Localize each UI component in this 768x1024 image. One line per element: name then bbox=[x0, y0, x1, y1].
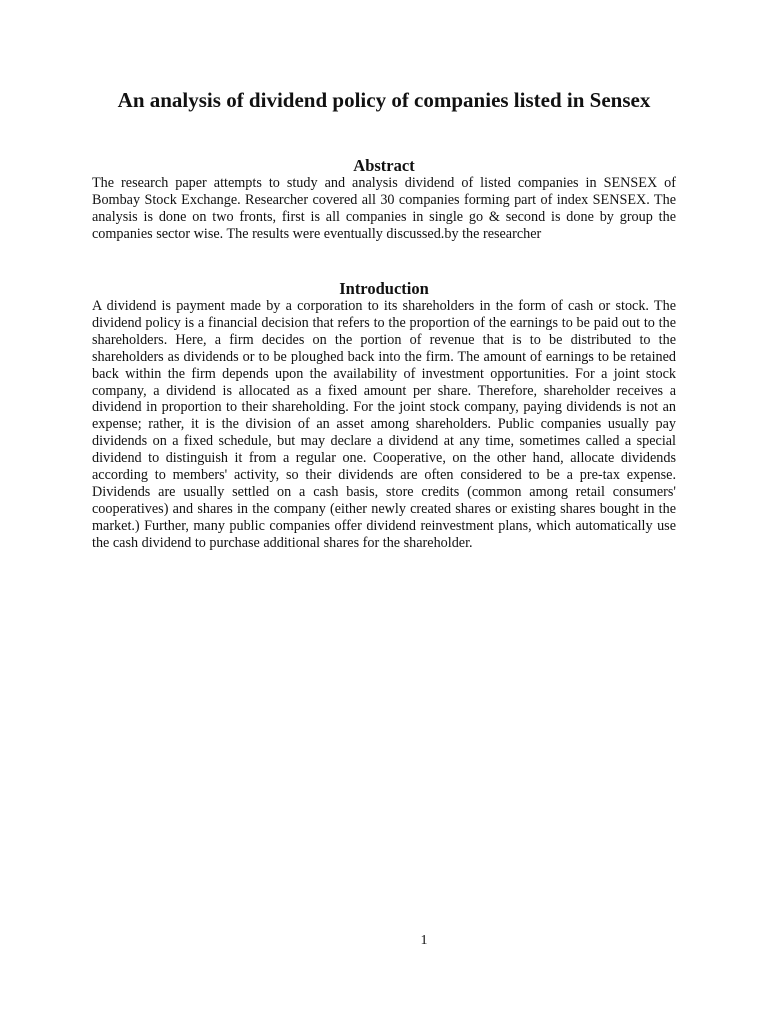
paper-title: An analysis of dividend policy of companies listed in Sensex bbox=[117, 88, 651, 112]
abstract-body: The research paper attempts to study and analysis dividend of listed companies in SENSEX of Bombay Stock Exchange. Researcher covered all 30 companies forming part of index SENSEX. The analysis is done on two fronts, first is all companies in single go & second is done by group the companies sector wise. The results were eventually discussed.by the researcher bbox=[92, 175, 676, 242]
introduction-heading: Introduction bbox=[339, 279, 429, 298]
introduction-body: A dividend is payment made by a corporation to its shareholders in the form of cash or stock. The dividend policy is a financial decision that refers to the proportion of the earnings to be paid out to the shareholders. Here, a firm decides on the portion of revenue that is to be distributed to the shareholders as dividends or to be ploughed back into the firm. The amount of earnings to be retained back within the firm depends upon the availability of investment opportunities. For a joint stock company, a dividend is allocated as a fixed amount per share. Therefore, shareholder receives a dividend in proportion to their shareholding. For the joint stock company, paying dividends is not an expense; rather, it is the division of an asset among shareholders. Public companies usually pay dividends on a fixed schedule, but may declare a dividend at any time, sometimes called a special dividend to distinguish it from a regular one. Cooperative, on the other hand, allocate dividends according to members' activity, so their dividends are often considered to be a pre-tax expense. Dividends are usually settled on a cash basis, store credits (common among retail consumers' cooperatives) and shares in the company (either newly created shares or existing shares bought in the market.) Further, many public companies offer dividend reinvestment plans, which automatically use the cash dividend to purchase additional shares for the shareholder. bbox=[92, 298, 676, 551]
abstract-heading: Abstract bbox=[353, 156, 415, 175]
page-number: 1 bbox=[420, 933, 428, 948]
